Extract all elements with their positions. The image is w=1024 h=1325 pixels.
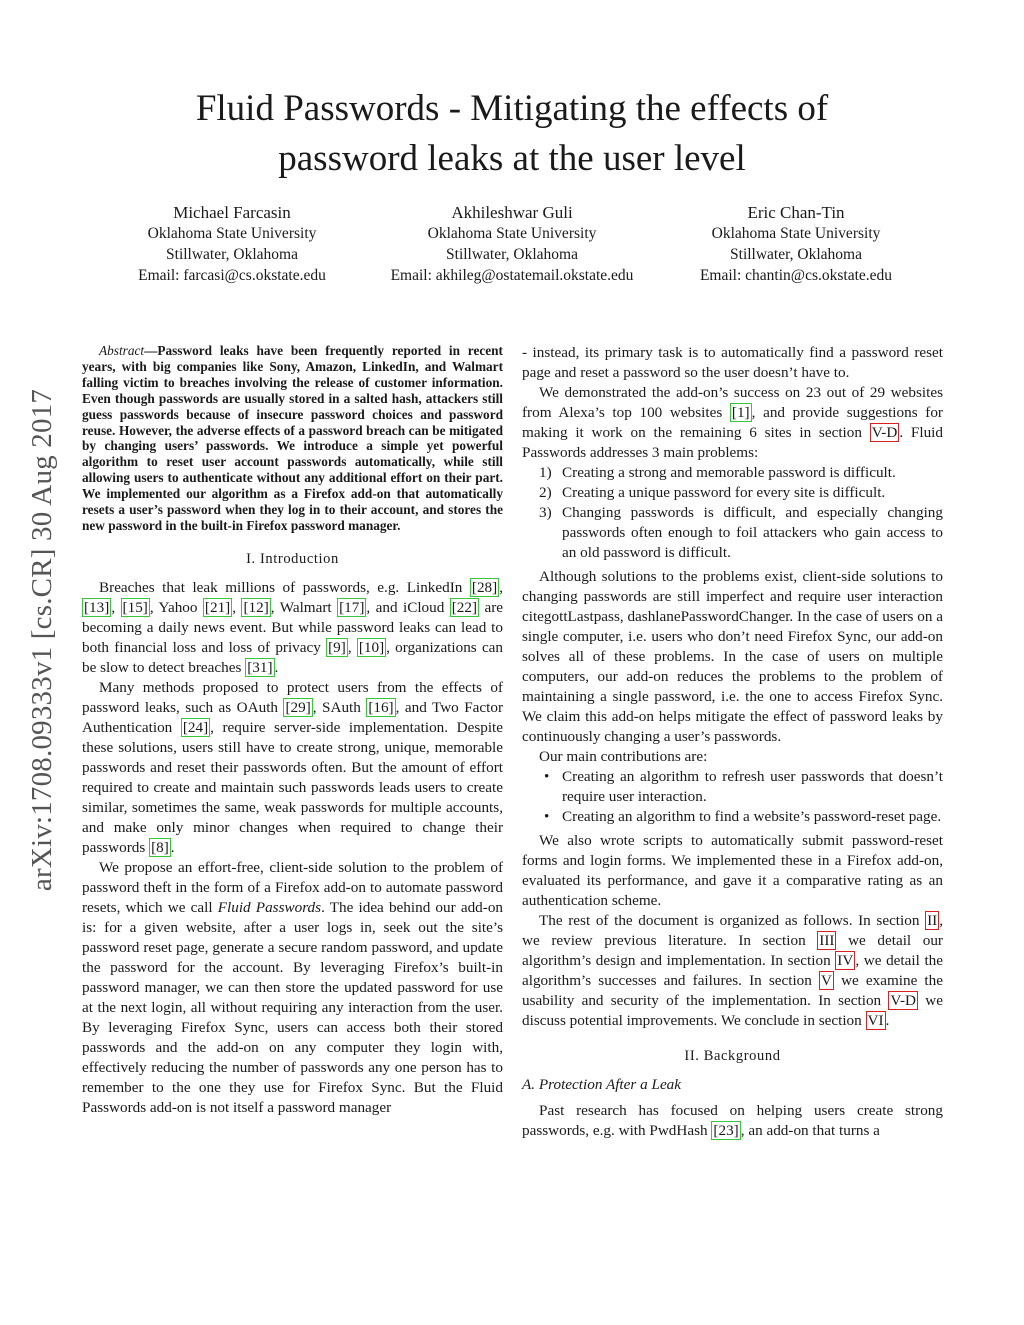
author-affiliation: Oklahoma State University <box>711 225 881 242</box>
citation-link[interactable]: [16] <box>368 698 394 716</box>
citation-link[interactable]: [31] <box>247 658 273 676</box>
left-column <box>82 343 503 1118</box>
right-paragraph-4: Our main contributions are: <box>539 748 708 765</box>
subsection-heading: A. Protection After a Leak <box>522 1076 682 1093</box>
list-item: • Creating an algorithm to refresh user passwords that doesn’t require user interaction. <box>544 768 943 805</box>
citation-link[interactable]: [29] <box>285 698 311 716</box>
right-paragraph-2: We demonstrated the add-on’s success on 23 out of 29 websites from Alexa’s top 100 websites [1] , and provide suggestions for making it work on the remaining 6 sites in section V-D . Fluid Passwords addresses 3 main problems: <box>522 384 943 461</box>
section-heading-background: II. Background <box>684 1048 781 1064</box>
citation-link[interactable]: [28] <box>471 578 498 596</box>
citation-link[interactable]: [8] <box>151 838 169 856</box>
arxiv-stamp: arXiv:1708.09333v1 [cs.CR] 30 Aug 2017 <box>26 388 58 892</box>
citation-link[interactable]: [23] <box>713 1122 739 1139</box>
section-link[interactable]: IV <box>837 952 854 969</box>
citation-link[interactable]: [1] <box>731 404 750 421</box>
abstract: Abstract—Password leaks have been frequently reported in recent years, with big companies like Sony, Amazon, LinkedIn, and Walmart falling victim to breaches involving the release of customer information. Even though passwords are usually stored in a salted hash, attackers still guess passwords because of insecure password choices and password reuse. However, the adverse effects of a password breach can be mitigated by changing users’ passwords. We introduce a simple yet powerful algorithm to reset user account passwords automatically, while still allowing users to authenticate without any additional effort on their part. We implemented our algorithm as a Firefox add-on that automatically resets a user’s password when they log in to their account, and stores the new password in the built-in Firefox password manager. <box>82 343 503 533</box>
author-name: Michael Farcasin <box>173 203 291 222</box>
citation-link[interactable]: [9] <box>328 638 346 656</box>
contribution-list <box>522 767 943 827</box>
right-paragraph-6: The rest of the document is organized as follows. In section II , we review previous literature. In section III we detail our algorithm’s design and implementation. In section IV , we detail the algorithm’s successes and failures. In section V we examine the usability and security of the implementation. In section V-D we discuss potential improvements. We conclude in section VI . <box>522 912 944 1029</box>
right-paragraph-7: Past research has focused on helping users create strong passwords, e.g. with PwdHash [23] , an add-on that turns a <box>522 1102 943 1139</box>
intro-paragraph-2: Many methods proposed to protect users from the effects of password leaks, such as OAuth [29] , SAuth [16] , and Two Factor Authentication [24] , require server-side implementation. Despite these solutions, users still have to create strong, unique, memorable passwords and reset their passwords often. But the amount of effort required to create and maintain such passwords leads users to create similar, sometimes the same, weak passwords for multiple accounts, and make only minor changes when required to change their passwords [8] . <box>82 678 504 856</box>
intro-paragraph-1: Breaches that leak millions of passwords, e.g. LinkedIn [28] , [13] , [15] , Yahoo [21] , [12] , Walmart [17] , and iCloud [22] are becoming a daily news event. But while password leaks can lead to both financial loss and loss of privacy [9] , [10] , organizations can be slow to detect breaches [31] . <box>82 578 504 676</box>
author-affiliation: Oklahoma State University <box>147 225 317 242</box>
citation-link[interactable]: [24] <box>182 718 209 736</box>
abstract-text: Password leaks have been frequently reported in recent years, with big companies like Sony, Amazon, LinkedIn, and Walmart falling victim to breaches involving the release of customer information. Even though passwords are usually stored in a salted hash, attackers still guess passwords because of insecure password choices and password reuse. However, the adverse effects of a password breach can be mitigated by changing users’ passwords. We introduce a simple yet powerful algorithm to reset user account passwords automatically, while still allowing users to authenticate without any additional effort on their part. We implemented our algorithm as a Firefox add-on that automatically resets a user’s password when they log in to their account, and stores the new password in the built-in Firefox password manager. <box>82 343 503 533</box>
emphasis-fluid-passwords: Fluid Passwords <box>217 898 322 916</box>
right-paragraph-3: Although solutions to the problems exist, client-side solutions to changing passwords are still imperfect and require user interaction citegottLastpass, dashlanePasswordChanger. In the case of users on a single computer, i.e. users who don’t need Firefox Sync, our add-on solves all of these problems. In the case of users on multiple computers, our add-on reduces the problems to the problem of maintaining a single password, i.e. the one to access Firefox Sync. We claim this add-on helps mitigate the effect of password leaks by continuously changing a user’s passwords. <box>522 568 943 745</box>
author-block-2 <box>362 201 662 286</box>
right-paragraph-1: - instead, its primary task is to automatically find a password reset page and reset a password so the user doesn’t have to. <box>522 344 943 381</box>
section-heading-introduction: I. Introduction <box>246 550 339 567</box>
citation-link[interactable]: [10] <box>358 638 385 656</box>
author-email: Email: chantin@cs.okstate.edu <box>699 267 893 284</box>
author-block-1 <box>82 201 382 286</box>
author-name: Eric Chan-Tin <box>747 203 845 222</box>
author-affiliation: Oklahoma State University <box>427 225 597 242</box>
citation-link[interactable]: [13] <box>84 598 110 616</box>
title-line-1: Fluid Passwords - Mitigating the effects of <box>195 88 829 129</box>
citation-link[interactable]: [15] <box>122 598 148 616</box>
list-item: • Creating an algorithm to find a website’s password-reset page. <box>544 808 942 825</box>
author-block-3 <box>646 201 946 286</box>
intro-paragraph-3: We propose an effort-free, client-side solution to the problem of password theft in the form of a Firefox add-on to automate password resets, which we call Fluid Passwords. The idea behind our add-on is: for a given website, after a user logs in, seek out the site’s password reset page, generate a secure random password, and update the password for the account. By leveraging Firefox’s built-in password manager, we can then store the updated password for use at the next login, all without requiring any interaction from the user. By leveraging Firefox Sync, users can access both their stored passwords and the add-on on any computer they login with, effectively reducing the number of passwords any one person has to remember to the one they use for Firefox Sync. But the Fluid Passwords add-on is not itself a password manager <box>82 858 504 1116</box>
list-item: 1) Creating a strong and memorable password is difficult. <box>539 464 896 481</box>
paper-title <box>0 84 1024 184</box>
problem-list <box>522 463 943 563</box>
abstract-label: Abstract <box>99 343 145 358</box>
citation-link[interactable]: [17] <box>339 598 365 616</box>
author-name: Akhileshwar Guli <box>451 203 573 222</box>
section-link[interactable]: III <box>819 932 835 949</box>
author-email: Email: akhileg@ostatemail.okstate.edu <box>390 267 634 284</box>
section-link[interactable]: II <box>927 912 938 929</box>
author-location: Stillwater, Oklahoma <box>166 246 298 263</box>
section-link[interactable]: VI <box>867 1012 884 1029</box>
section-link[interactable]: V-D <box>871 424 898 441</box>
author-email: Email: farcasi@cs.okstate.edu <box>138 267 326 284</box>
section-link[interactable]: V <box>820 972 832 989</box>
citation-link[interactable]: [22] <box>451 598 478 616</box>
author-location: Stillwater, Oklahoma <box>446 246 578 263</box>
author-location: Stillwater, Oklahoma <box>730 246 862 263</box>
section-link[interactable]: V-D <box>890 992 917 1009</box>
list-item: 2) Creating a unique password for every site is difficult. <box>539 484 886 501</box>
list-item: 3) Changing passwords is difficult, and especially changing passwords often enough to foil attackers who gain access to an old password is difficult. <box>539 504 943 561</box>
right-paragraph-5: We also wrote scripts to automatically submit password-reset forms and login forms. We implemented these in a Firefox add-on, evaluated its performance, and gave it a comparative rating as an authentication scheme. <box>522 832 943 909</box>
title-line-2: password leaks at the user level <box>278 138 746 179</box>
right-column <box>522 343 943 1141</box>
citation-link[interactable]: [21] <box>204 598 231 616</box>
citation-link[interactable]: [12] <box>243 598 269 616</box>
